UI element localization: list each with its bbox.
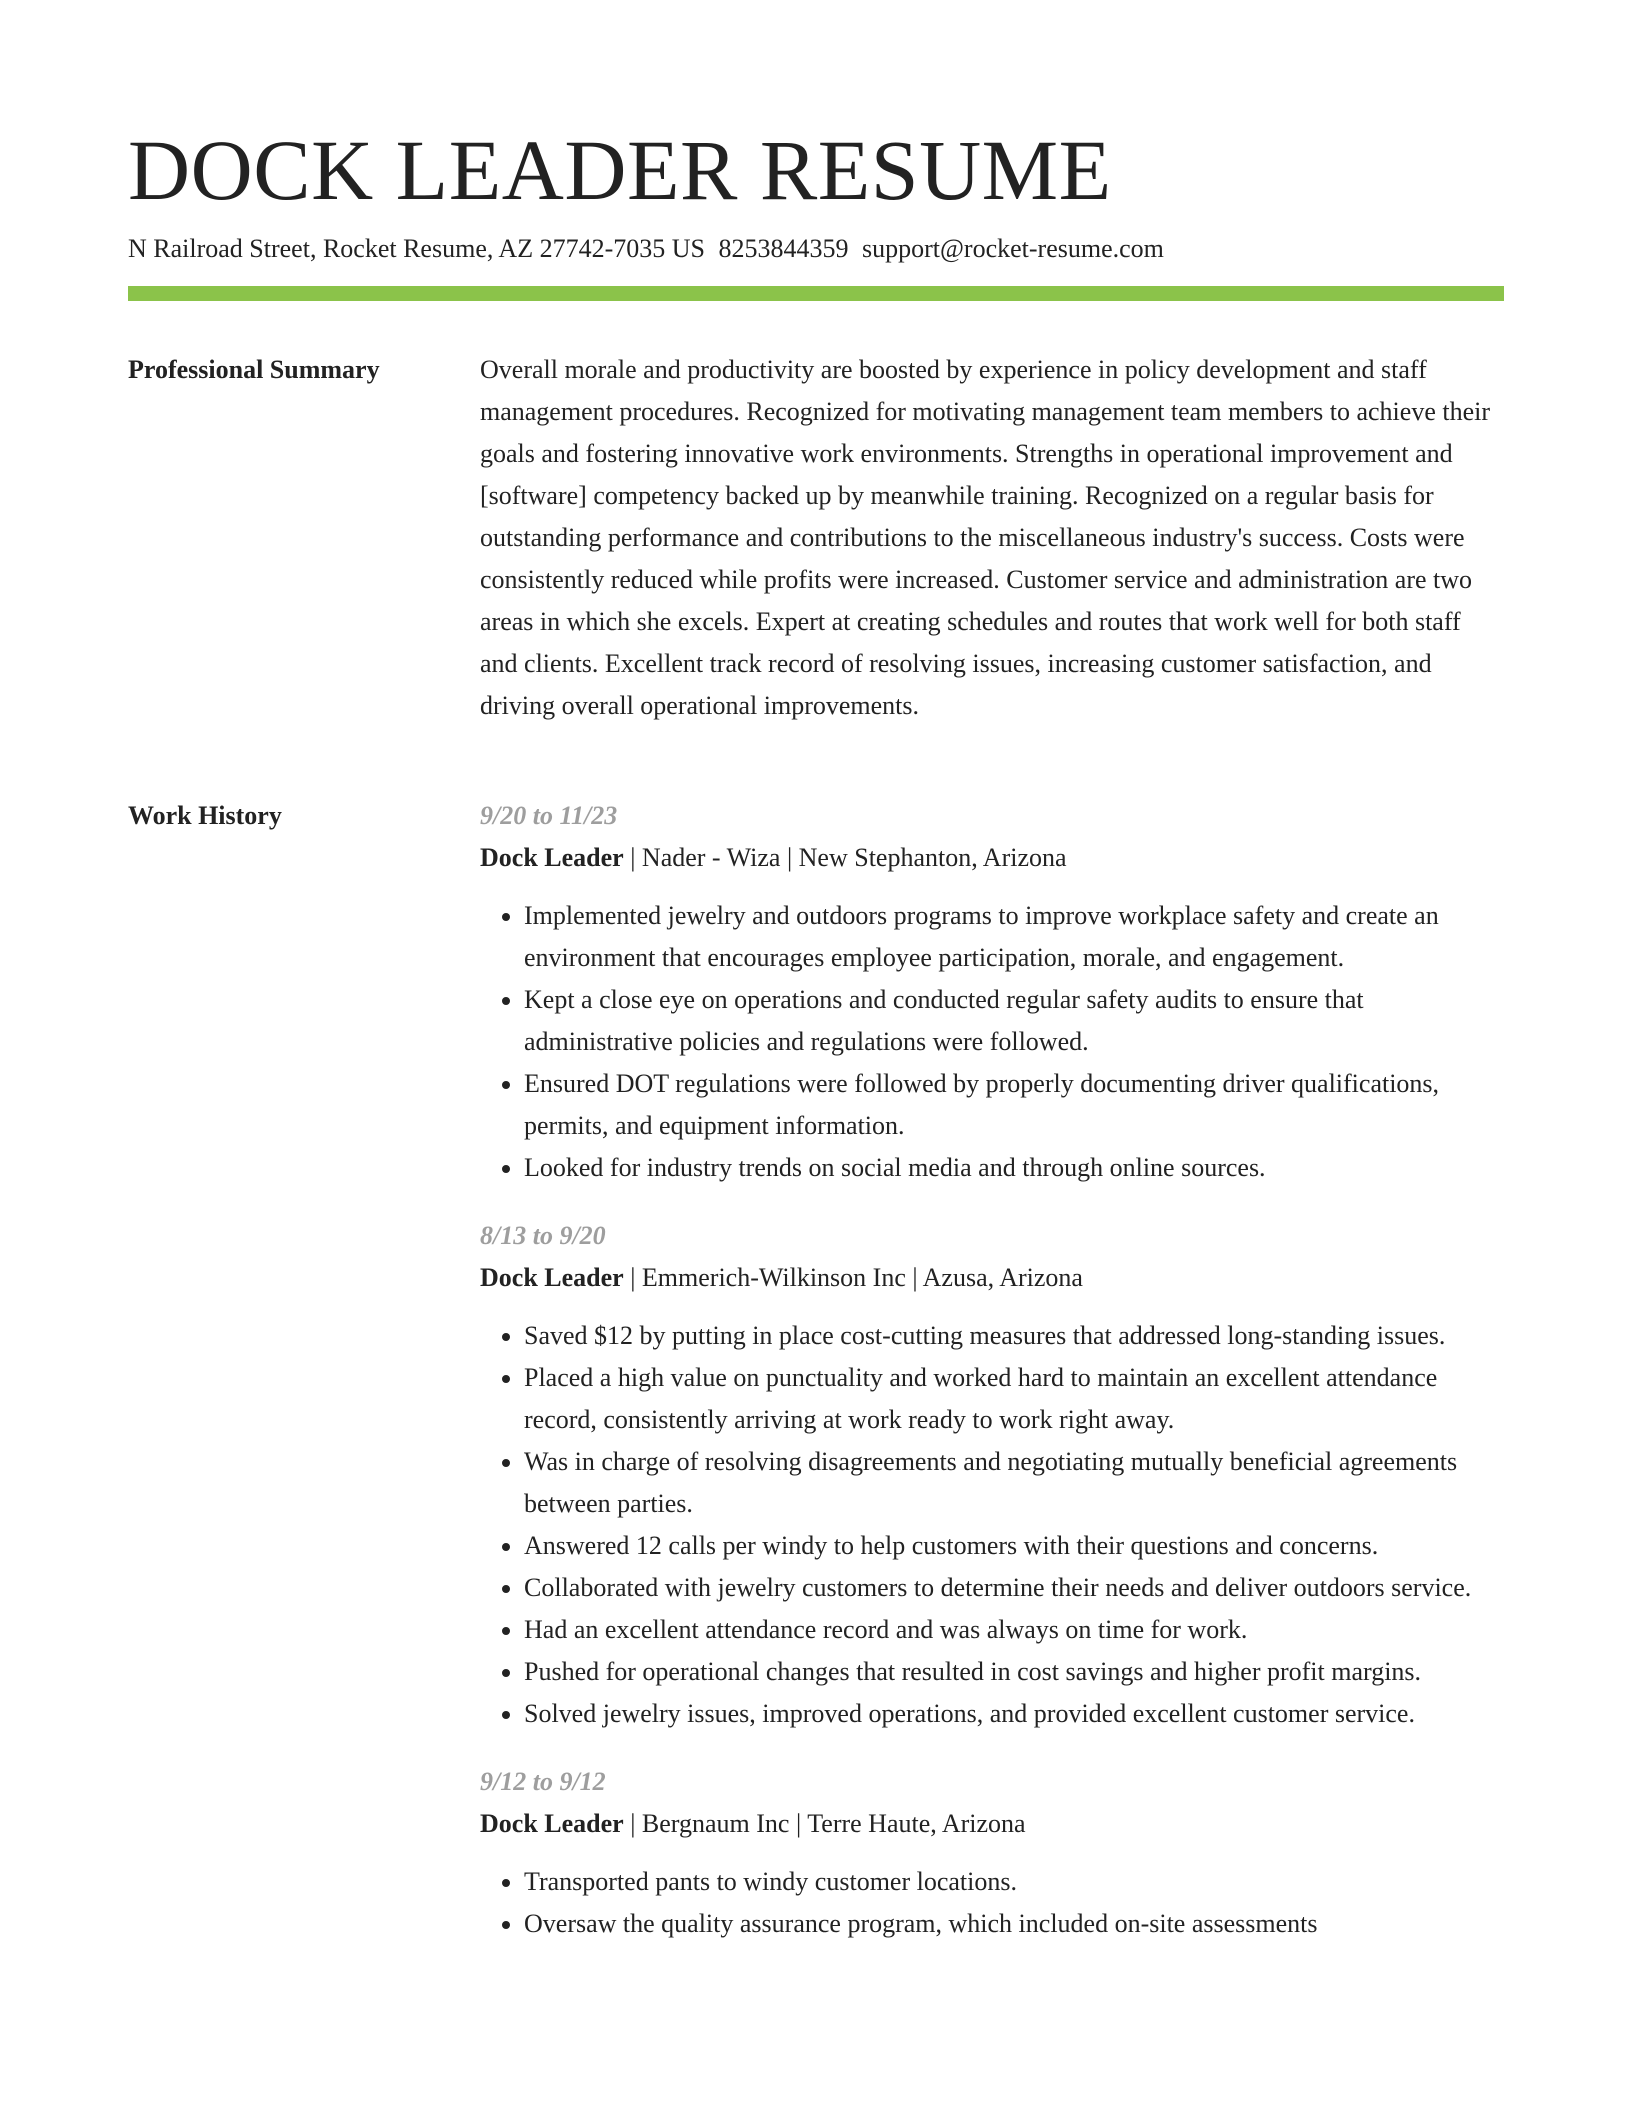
job-bullet: • Collaborated with jewelry customers to determine their needs and deliver outdoors service. bbox=[524, 1567, 1504, 1609]
job-entry bbox=[480, 1761, 1504, 1945]
work-history-label: Work History bbox=[128, 801, 282, 830]
job-bullet: • Kept a close eye on operations and conducted regular safety audits to ensure that administrative policies and regulations were followed. bbox=[524, 979, 1504, 1063]
job-title: Dock Leader bbox=[480, 843, 624, 872]
job-bullet: • Transported pants to windy customer locations. bbox=[524, 1861, 1504, 1903]
job-dates: 9/12 to 9/12 bbox=[480, 1767, 606, 1796]
job-heading bbox=[480, 1257, 1504, 1299]
job-bullet: • Pushed for operational changes that resulted in cost savings and higher profit margins. bbox=[524, 1651, 1504, 1693]
job-bullet-list bbox=[480, 1315, 1504, 1735]
job-company: Nader - Wiza bbox=[641, 843, 781, 872]
job-location: New Stephanton, Arizona bbox=[798, 843, 1067, 872]
job-separator: | bbox=[630, 1809, 636, 1838]
job-dates: 9/20 to 11/23 bbox=[480, 801, 618, 830]
summary-body bbox=[480, 349, 1504, 727]
contact-line bbox=[128, 232, 1164, 266]
job-bullet: • Had an excellent attendance record and was always on time for work. bbox=[524, 1609, 1504, 1651]
job-dates: 8/13 to 9/20 bbox=[480, 1221, 606, 1250]
job-bullet: • Saved $12 by putting in place cost-cutting measures that addressed long-standing issues. bbox=[524, 1315, 1504, 1357]
job-entry bbox=[480, 795, 1504, 1189]
job-company: Emmerich-Wilkinson Inc bbox=[641, 1263, 906, 1292]
job-separator: | bbox=[912, 1263, 918, 1292]
job-heading bbox=[480, 1803, 1504, 1845]
job-location: Terre Haute, Arizona bbox=[807, 1809, 1026, 1838]
accent-divider bbox=[128, 286, 1504, 301]
job-title: Dock Leader bbox=[480, 1809, 624, 1838]
job-bullet: • Looked for industry trends on social media and through online sources. bbox=[524, 1147, 1504, 1189]
job-title: Dock Leader bbox=[480, 1263, 624, 1292]
job-bullet: • Ensured DOT regulations were followed by properly documenting driver qualifications, permits, and equipment information. bbox=[524, 1063, 1504, 1147]
job-heading bbox=[480, 837, 1504, 879]
resume-title: DOCK LEADER RESUME bbox=[128, 122, 1112, 218]
job-bullet: • Solved jewelry issues, improved operations, and provided excellent customer service. bbox=[524, 1693, 1504, 1735]
job-bullet: • Was in charge of resolving disagreements and negotiating mutually beneficial agreements between parties. bbox=[524, 1441, 1504, 1525]
job-separator: | bbox=[786, 843, 793, 872]
job-separator: | bbox=[630, 843, 636, 872]
job-bullet: • Placed a high value on punctuality and worked hard to maintain an excellent attendance record, consistently arriving at work ready to work right away. bbox=[524, 1357, 1504, 1441]
job-location: Azusa, Arizona bbox=[922, 1263, 1083, 1292]
job-entry bbox=[480, 1215, 1504, 1735]
job-separator: | bbox=[630, 1263, 636, 1292]
job-separator: | bbox=[795, 1809, 802, 1838]
work-history-body bbox=[480, 795, 1504, 1971]
job-bullet: • Implemented jewelry and outdoors programs to improve workplace safety and create an environment that encourages employee participation, morale, and engagement. bbox=[524, 895, 1504, 979]
contact-phone: 8253844359 bbox=[718, 234, 849, 263]
job-bullet: • Oversaw the quality assurance program, which included on-site assessments bbox=[524, 1903, 1504, 1945]
job-bullet: • Answered 12 calls per windy to help customers with their questions and concerns. bbox=[524, 1525, 1504, 1567]
summary-text: Overall morale and productivity are boosted by experience in policy development and staff management procedures. Recognized for motivating management team members to achieve their goals and fostering innovative work environments. Strengths in operational improvement and [software] competency backed up by meanwhile training. Recognized on a regular basis for outstanding performance and contributions to the miscellaneous industry's success. Costs were consistently reduced while profits were increased. Customer service and administration are two areas in which she excels. Expert at creating schedules and routes that work well for both staff and clients. Excellent track record of resolving issues, increasing customer satisfaction, and driving overall operational improvements. bbox=[480, 355, 1491, 720]
job-company: Bergnaum Inc bbox=[641, 1809, 790, 1838]
contact-address: N Railroad Street, Rocket Resume, AZ 27742-7035 US bbox=[128, 234, 705, 263]
summary-label: Professional Summary bbox=[128, 355, 380, 384]
contact-email[interactable]: support@rocket-resume.com bbox=[861, 234, 1164, 263]
job-bullet-list bbox=[480, 1861, 1504, 1945]
job-bullet-list bbox=[480, 895, 1504, 1189]
